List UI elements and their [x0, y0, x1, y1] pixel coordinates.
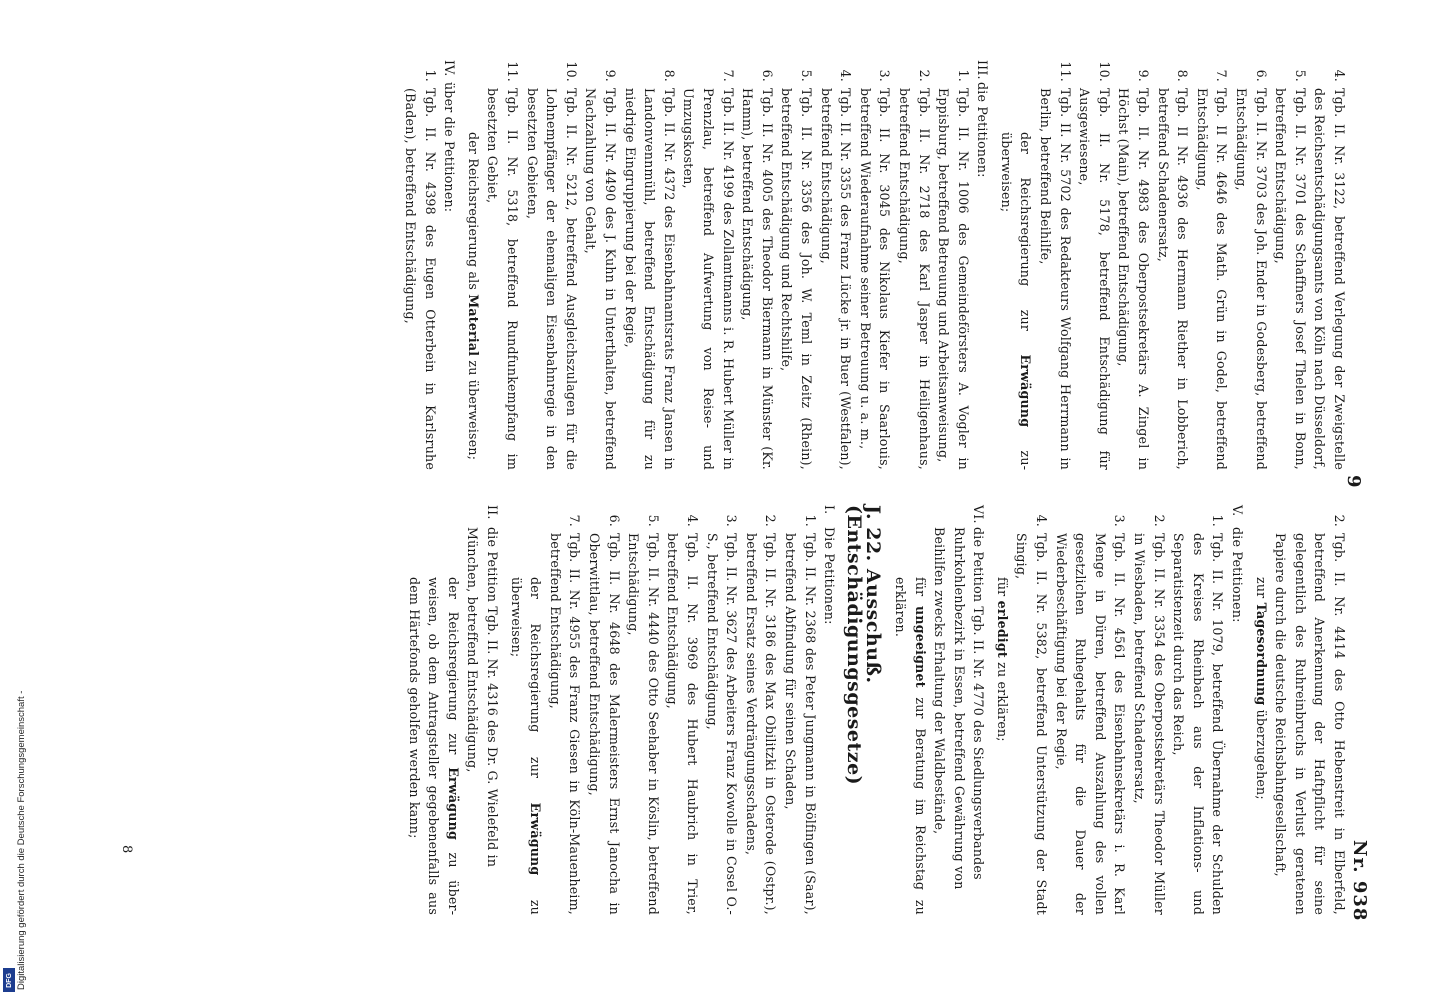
petition-number: 5.: [645, 514, 661, 527]
petition-number: 4.: [1034, 514, 1050, 527]
petition-text: Tgb. II. Nr. 3355 des Franz Lücke jr. in Buer (Westfalen), betreffend Entschädigung,: [818, 88, 854, 470]
petition-text: Tgb. II. Nr. 4372 des Eisenbahnamtsrats Franz Jansen in Landonvennmühl, betreffend Entschädigung für zu niedrige Eingruppierung bei der Regie,: [622, 88, 677, 470]
page-number-bottom: 8: [119, 845, 134, 854]
petition-number: 6.: [1253, 69, 1269, 82]
section-IV: IV. über die Petitionen:: [442, 60, 458, 213]
petition-item: [584, 505, 623, 915]
petition-number: 2.: [763, 514, 779, 527]
petition-text: Tgb. II. Nr. 3627 des Arbeiters Franz Kowolle in Cosel O.-S., betreffend Entschädigung,: [704, 533, 740, 915]
petition-number: 10.: [1096, 61, 1112, 82]
petition-number: 7.: [720, 69, 736, 82]
petition-item: [1012, 505, 1051, 915]
petition-number: 7.: [1214, 69, 1230, 82]
petition-item: [1310, 60, 1349, 470]
petition-number: 10.: [563, 61, 579, 82]
petition-text: Tgb. II. Nr. 2368 des Peter Jungmann in Bölfingen (Saar), betreffend Abfindung für seinen Schaden,: [782, 533, 818, 915]
section-V: V. die Petitionen:: [1230, 505, 1246, 623]
petition-text: Tgb. II. Nr. 4561 des Eisenbahnsekretärs i. R. Karl Menge in Düren, betreffend Auszahlung des vollen gesetzlichen Ruhegehalts für die Dauer der Wiederbeschäftigung bei der Regie,: [1053, 533, 1128, 915]
petition-number: 3.: [724, 514, 740, 527]
right-list-c: [545, 505, 819, 915]
petition-text: Tgb. II. Nr. 5382, betreffend Unterstützung der Stadt Singig,: [1014, 533, 1050, 915]
petition-text: Tgb. II. Nr. 5702 des Redakteurs Wolfgang Herrmann in Berlin, betreffend Beihilfe,: [1038, 88, 1073, 470]
referral-ungeeignet: für ungeeignet zur Beratung im Reichstag zu erklären.: [892, 577, 928, 915]
petition-text: Tgb. II. Nr. 5318, betreffend Rundfunkempfang im besetzten Gebiet,: [485, 88, 521, 470]
petition-text: Tgb. II. Nr. 3701 des Schaffners Josef Thelen in Bonn, betreffend Entschädigung,: [1273, 88, 1308, 470]
petition-number: 9.: [603, 69, 619, 82]
petition-number: 6.: [606, 514, 622, 527]
petition-text: Tgb. II. Nr. 1079, betreffend Übernahme der Schulden des Kreises Rheinbach aus der Inflations- und Separatistenzeit durch das Reich,: [1171, 533, 1226, 915]
petition-item: [679, 60, 738, 470]
petition-item: [702, 505, 741, 915]
petition-text: Tgb. II. Nr. 5212, betreffend Ausgleichszulagen für die Lohnempfänger der ehemaligen Eisenbahnregie in den besetzten Gebieten,: [524, 88, 579, 470]
petition-item: [780, 505, 819, 915]
petition-text: Tgb. II. Nr. 4440 des Otto Seehaber in Köslin, betreffend Entschädigung,: [626, 533, 661, 915]
committee-heading: J. 22. Ausschuß. (Entschädigungsgesetze): [842, 505, 885, 786]
petition-text: Tgb. II. Nr. 1006 des Gemeindeförsters A. Vogler in Eppisburg, betreffend Betreuung und Arbeitsanweisung,: [936, 88, 971, 470]
petition-text: Tgb. II. Nr. 3045 des Nikolaus Kiefer in Saarlouis, betreffend Wiederaufnahme seiner Betreuung u. a. m.,: [857, 88, 893, 470]
petition-item: [934, 60, 973, 470]
petition-text: Tgb. II. Nr. 4398 des Eugen Otterbein in Karlsruhe (Baden), betreffend Entschädigung,: [403, 88, 438, 470]
left-list-c: [401, 60, 440, 470]
petition-text: Tgb. II. Nr. 4490 des J. Kuhn in Unterthalten, betreffend Nachzahlung von Gehalt,: [583, 88, 619, 470]
petition-text: Tgb. II. Nr. 3354 des Oberpostsekretärs Theodor Müller in Wiesbaden, betreffend Schadenersatz,: [1132, 533, 1167, 915]
petition-number: 3.: [877, 69, 893, 82]
petition-item: [545, 505, 584, 915]
petition-text: Tgb. II. Nr. 3703 des Joh. Ender in Godesberg, betreffend Entschädigung,: [1234, 88, 1269, 470]
petition-item: [1192, 60, 1231, 470]
petition-item: [1231, 60, 1270, 470]
referral-material: der Reichsregierung als Material zu überweisen;: [465, 132, 481, 461]
petition-item: [1036, 60, 1075, 470]
petition-number: 8.: [661, 69, 677, 82]
right-column: [404, 505, 1349, 915]
petition-number: 2.: [916, 69, 932, 82]
petition-text: Tgb. II. Nr. 3186 des Max Obilitzki in Osterode (Ostpr.), betreffend Ersatz seines Verdrängungsschadens,: [743, 533, 779, 915]
petition-number: 6.: [759, 69, 775, 82]
petition-number: 5.: [798, 69, 814, 82]
petition-item: [1153, 60, 1192, 470]
section-VI: VI. die Petition Tgb. II. Nr. 4770 des Siedlungsverbandes Ruhrkohlenbezirk in Essen, betreffend Gewährung von Beihilfen zwecks Erhaltung der Waldbestände,: [932, 505, 987, 890]
left-list-a: [1036, 60, 1350, 470]
petition-text: Tgb. II. Nr. 4983 des Oberpostsekretärs A. Zingel in Höchst (Main), betreffend Entschädigung,: [1116, 88, 1152, 470]
petition-text: Tgb. II. Nr. 4955 des Franz Giesen in Köln-Mauenheim, betreffend Entschädigung,: [547, 533, 583, 915]
section-II: II. die Petition Tgb. II. Nr. 4316 des Dr. G. Wielefeld in München, betreffend Entschädigung,: [465, 505, 501, 868]
petition-item: [777, 60, 816, 470]
petition-item: [855, 60, 894, 470]
petition-number: 1.: [422, 69, 438, 82]
petition-text: Tgb. II. Nr. 3122, betreffend Verlegung der Zweigstelle des Reichsentschädigungsamts von Köln nach Düsseldorf,: [1312, 88, 1347, 470]
petition-item: [401, 60, 440, 470]
petition-item: [483, 60, 522, 470]
document-number: Nr. 938: [1349, 840, 1370, 922]
petition-item: [1129, 505, 1168, 915]
petition-item: [1169, 505, 1228, 915]
petition-text: Tgb. II. Nr. 3356 des Joh. W. Teml in Zeitz (Rhein), betreffend Entschädigung und Rechtshilfe,: [779, 88, 814, 470]
petition-item: [581, 60, 620, 470]
right-list-a: [1271, 505, 1349, 915]
petition-number: 1.: [1210, 514, 1226, 527]
petition-number: 2.: [1151, 514, 1167, 527]
petition-text: Tgb. II Nr. 4936 des Hermann Riether in Lobberich, betreffend Schadenersatz,: [1155, 88, 1191, 470]
petition-text: Tgb. II. Nr. 4199 des Zollamtmanns i. R. Hubert Müller in Prenzlau, betreffend Aufwertung von Reise- und Umzugskosten,: [681, 88, 736, 470]
referral-erwaegung-3: der Reichsregierung zur Erwägung zu überweisen, ob dem Antragsteller gegebenenfalls aus dem Härtefonds geholfen werden kann;: [406, 577, 461, 915]
petition-text: Tgb. II Nr. 4646 des Math. Grün in Godel, betreffend Entschädigung,: [1194, 88, 1230, 470]
petition-item: [620, 60, 679, 470]
petition-item: [624, 505, 663, 915]
petition-item: [663, 505, 702, 915]
petition-item: [1051, 505, 1129, 915]
petition-number: 11.: [1057, 61, 1073, 82]
petition-number: 4.: [685, 514, 700, 527]
petition-item: [522, 60, 581, 470]
page-number-top: 9: [1343, 475, 1364, 488]
dfg-logo: DFG: [3, 968, 15, 992]
referral-erwaegung-2: der Reichsregierung zur Erwägung zu überweisen;: [508, 577, 544, 915]
petition-item: [1271, 60, 1310, 470]
petition-item: [894, 60, 933, 470]
petition-item: [1114, 60, 1153, 470]
petition-item: [741, 505, 780, 915]
petition-number: 4.: [1332, 69, 1347, 82]
petition-item: [738, 60, 777, 470]
petition-text: Tgb. II. Nr. 4005 des Theodor Biermann in Münster (Kr. Hamm), betreffend Entschädigung,: [740, 88, 775, 470]
referral-erledigt: für erledigt zu erklären;: [994, 577, 1010, 742]
petition-number: 4.: [838, 69, 854, 82]
petition-number: 7.: [567, 514, 583, 527]
petition-text: Tgb. II. Nr. 5178, betreffend Entschädigung für Ausgewiesene,: [1077, 88, 1112, 470]
petition-text: Tgb. II. Nr. 4648 des Malermeisters Ernst Janocha in Oberwittlau, betreffend Entschädigung,: [587, 533, 622, 915]
petition-number: 1.: [802, 514, 818, 527]
petition-text: Tgb. II. Nr. 3969 des Hubert Haubrich in Trier, betreffend Entschädigung,: [665, 533, 700, 915]
referral-tagesordnung: zur Tagesordnung überzugehen;: [1253, 577, 1269, 800]
petition-number: 11.: [505, 61, 521, 82]
section-I: I. Die Petitionen:: [822, 505, 838, 625]
petition-number: 8.: [1175, 69, 1191, 82]
petition-text: Tgb. II. Nr. 4414 des Otto Hebenstreit in Elberfeld, betreffend Anerkennung der Haftpflicht für seine gelegentlich des Ruhreinbruchs in Verlust geratenen Papiere durch die deutsche Reichsbahngesellschaft,: [1273, 533, 1347, 915]
petition-number: 3.: [1112, 514, 1128, 527]
petition-item: [816, 60, 855, 470]
referral-erwaegung-1: der Reichsregierung zur Erwägung zu überweisen;: [998, 132, 1034, 470]
funding-note: Digitalisierung gefördert durch die Deutsche Forschungsgemeinschaft -: [16, 690, 27, 990]
left-column: [401, 60, 1350, 470]
petition-number: 9.: [1136, 69, 1152, 82]
petition-item: [1271, 505, 1349, 915]
left-list-b: [483, 60, 973, 470]
right-list-b: [1012, 505, 1228, 915]
petition-number: 1.: [955, 69, 971, 82]
petition-item: [1075, 60, 1114, 470]
petition-text: Tgb. II. Nr. 2718 des Karl Jasper in Heiligenhaus, betreffend Entschädigung,: [896, 88, 932, 470]
petition-number: 2.: [1332, 514, 1347, 527]
section-III: III. die Petitionen:: [975, 60, 991, 178]
petition-number: 5.: [1292, 69, 1308, 82]
